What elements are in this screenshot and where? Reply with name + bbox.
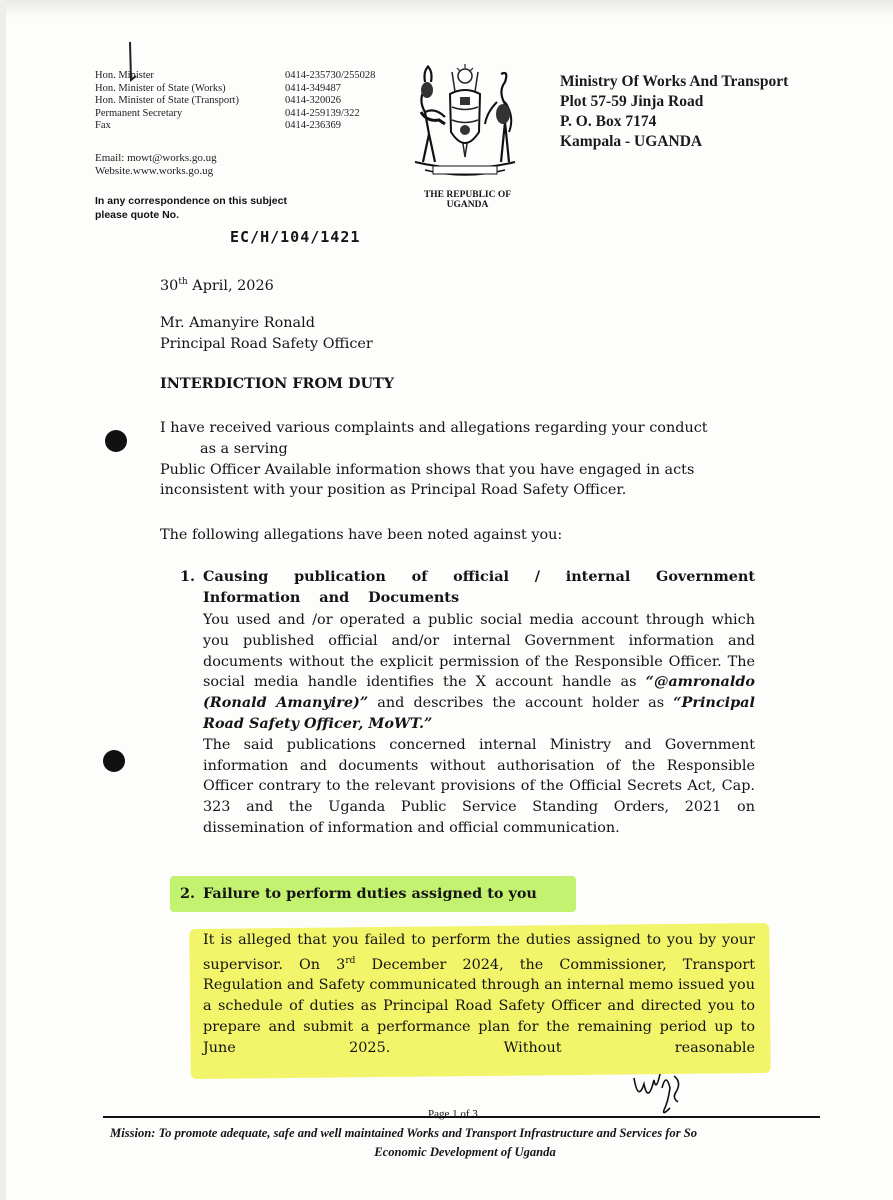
recipient-name: Mr. Amanyire Ronald	[160, 315, 315, 331]
ministry-address-line: Plot 57-59 Jinja Road	[560, 93, 704, 110]
contact-row	[95, 70, 375, 83]
allegation-text: and describes the account holder as	[368, 695, 674, 712]
date-suffix: th	[178, 277, 188, 287]
paragraph-line: inconsistent with your position as Principal Road Safety Officer.	[160, 482, 627, 499]
allegation-text: It is alleged that you failed to perform the duties assigned to you by your supervisor. On 3	[203, 932, 755, 973]
correspondence-note	[95, 194, 287, 222]
ministry-address-line: P. O. Box 7174	[560, 113, 657, 130]
allegation-text: The said publications concerned internal Ministry and Government information and documents without authorisation of the Responsible Officer contrary to the relevant provisions of the Official Secrets Act, Cap. 323 and the Uganda Public Service Standing Orders, 2021 on dissemination of information and official communication.	[203, 736, 755, 836]
contact-row	[95, 108, 375, 121]
intro-paragraph	[160, 418, 760, 501]
page-left-edge	[0, 0, 6, 1200]
allegation-number: 1.	[180, 568, 196, 585]
coat-of-arms-emblem	[405, 62, 525, 187]
mission-line: Mission: To promote adequate, safe and well maintained Works and Transport Infrastructure and Services for So	[110, 1126, 698, 1140]
correspondence-line: please quote No.	[95, 209, 180, 221]
contact-number: 0414-236369	[285, 120, 341, 132]
date-rest: April, 2026	[187, 277, 274, 294]
contact-row	[95, 95, 375, 108]
page-top-shadow	[0, 0, 893, 18]
contact-number: 0414-349487	[285, 82, 341, 94]
allegation-2-heading	[180, 884, 537, 905]
allegation-text: December 2024, the Commissioner, Transport Regulation and Safety communicated through an internal memo issued you a schedule of duties as Principal Road Safety Officer and directed you to prepare and submit a performance plan for the remaining period up to June 2025. Without reasonable	[203, 956, 755, 1056]
contact-row	[95, 120, 375, 133]
allegation-1-heading	[180, 567, 755, 609]
recipient-title: Principal Road Safety Officer	[160, 335, 373, 352]
initials-signature	[630, 1062, 685, 1117]
ordinal-suffix: rd	[345, 955, 356, 966]
contact-label: Hon. Minister of State (Transport)	[95, 95, 239, 107]
contact-number: 0414-235730/255028	[285, 70, 376, 81]
x-handle: “@amronaldo (Ronald Amanyire)”	[203, 673, 755, 712]
punch-hole-top	[105, 430, 127, 452]
contact-label: Fax	[95, 120, 111, 132]
allegation-title: Failure to perform duties assigned to you	[203, 885, 537, 902]
contact-label: Hon. Minister of State (Works)	[95, 82, 226, 94]
letter-date	[160, 272, 274, 297]
date-day: 30	[160, 277, 179, 294]
email-text: Email: mowt@works.go.ug	[95, 152, 217, 164]
email-website-block	[95, 152, 217, 178]
contact-number: 0414-320026	[285, 95, 341, 107]
allegation-2-body	[203, 930, 755, 1059]
republic-caption: THE REPUBLIC OF UGANDA	[423, 190, 512, 210]
page-number: Page 1 of 3	[428, 1108, 478, 1120]
addressee-block	[160, 313, 373, 355]
paragraph-line: Public Officer Available information shows that you have engaged in acts	[160, 461, 695, 478]
contact-label: Permanent Secretary	[95, 107, 183, 119]
website-text: Website.www.works.go.ug	[95, 165, 214, 177]
paragraph-line: as a serving	[200, 440, 288, 457]
mission-line: Economic Development of Uganda	[374, 1145, 556, 1159]
ministry-address-line: Kampala - UGANDA	[560, 133, 703, 150]
allegation-title: Causing publication of official / internal Government Information and Documents	[203, 568, 755, 606]
punch-hole-bottom	[103, 750, 125, 772]
ministry-name: Ministry Of Works And Transport	[560, 73, 789, 90]
contact-row	[95, 83, 375, 96]
contact-label: Hon. Minister	[95, 70, 154, 81]
allegation-1-body	[203, 610, 755, 839]
ministry-address	[560, 72, 788, 152]
reference-number: EC/H/104/1421	[230, 228, 361, 246]
contacts-block	[95, 70, 375, 133]
allegation-number: 2.	[180, 885, 196, 902]
contact-number: 0414-259139/322	[285, 107, 360, 119]
letter-subject: INTERDICTION FROM DUTY	[160, 375, 394, 392]
allegation-text: You used and /or operated a public social media account through which you published official and/or internal Government information and documents without the explicit permission of the Responsible Officer. The social media handle identifies the X account handle as	[203, 612, 755, 691]
correspondence-line: In any correspondence on this subject	[95, 195, 287, 207]
paragraph-line: I have received various complaints and allegations regarding your conduct	[160, 420, 708, 436]
mission-statement	[110, 1124, 820, 1162]
allegations-intro: The following allegations have been noted against you:	[160, 527, 563, 543]
account-holder: “Principal Road Safety Officer, MoWT.”	[203, 694, 755, 732]
